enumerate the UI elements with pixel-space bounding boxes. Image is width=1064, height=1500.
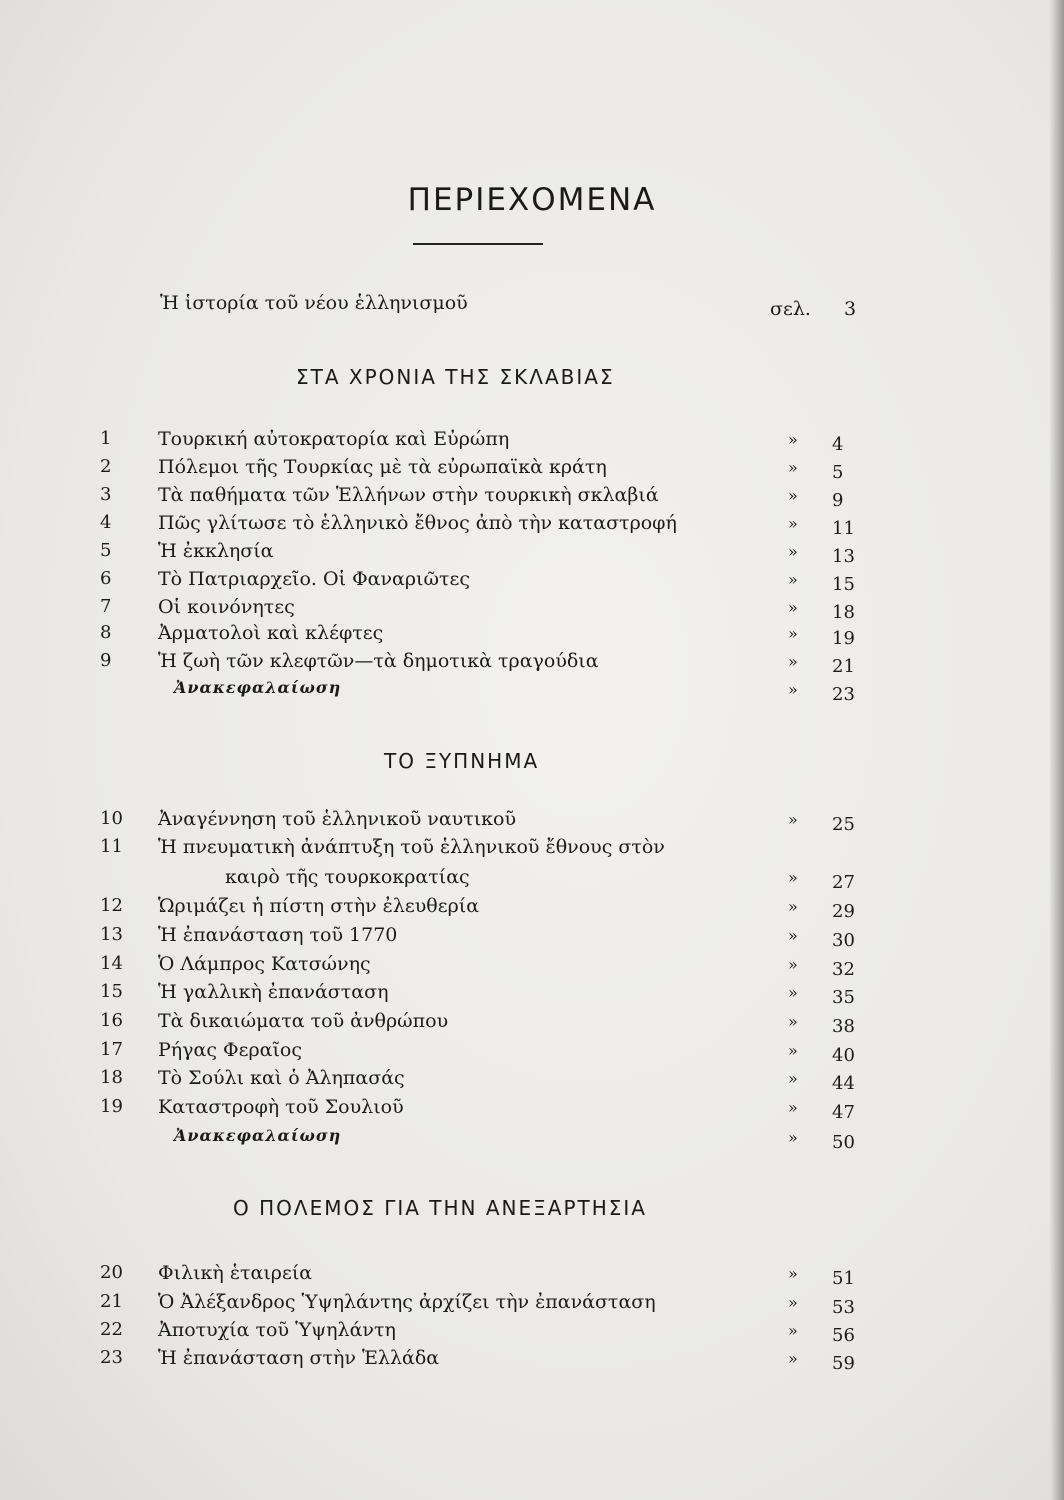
entry-title: Τὸ Σούλι καὶ ὁ Ἀληπασάς xyxy=(158,1067,405,1089)
ditto-mark: » xyxy=(788,1321,798,1340)
toc-entry-continuation xyxy=(100,866,860,894)
intro-page: 3 xyxy=(844,298,857,320)
entry-number: 3 xyxy=(100,484,112,505)
entry-title: Ἀναγέννηση τοῦ ἑλληνικοῦ ναυτικοῦ xyxy=(158,808,517,830)
ditto-mark: » xyxy=(788,570,798,589)
entry-page: 56 xyxy=(832,1325,855,1346)
ditto-mark: » xyxy=(788,680,798,699)
entry-title: Ὡριμάζει ἡ πίστη στὴν ἐλευθερία xyxy=(158,895,480,917)
entry-title: Ἡ ἐπανάσταση στὴν Ἑλλάδα xyxy=(158,1347,440,1369)
toc-entry xyxy=(100,512,860,540)
toc-entry xyxy=(100,1010,860,1038)
entry-title: καιρὸ τῆς τουρκοκρατίας xyxy=(225,866,470,888)
entry-page: 21 xyxy=(832,656,855,677)
ditto-mark: » xyxy=(788,1069,798,1088)
entry-title: Ἡ ζωὴ τῶν κλεφτῶν—τὰ δημοτικὰ τραγούδια xyxy=(158,650,599,672)
toc-entry xyxy=(100,924,860,952)
section-heading: Ο ΠΟΛΕΜΟΣ ΓΙΑ ΤΗΝ ΑΝΕΞΑΡΤΗΣΙΑ xyxy=(233,1196,647,1220)
entry-title: Ἀνακεφαλαίωση xyxy=(174,678,342,697)
entry-page: 29 xyxy=(832,901,855,922)
toc-entry xyxy=(100,456,860,484)
ditto-mark: » xyxy=(788,1264,798,1283)
toc-entry xyxy=(100,568,860,596)
title-divider xyxy=(413,243,543,245)
entry-title: Τὸ Πατριαρχεῖο. Οἱ Φαναριῶτες xyxy=(158,568,470,590)
ditto-mark: » xyxy=(788,1293,798,1312)
entry-page: 9 xyxy=(832,490,844,511)
ditto-mark: » xyxy=(788,652,798,671)
ditto-mark: » xyxy=(788,542,798,561)
entry-number: 7 xyxy=(100,596,112,617)
entry-page: 35 xyxy=(832,987,855,1008)
entry-number: 14 xyxy=(100,953,123,974)
ditto-mark: » xyxy=(788,955,798,974)
ditto-mark: » xyxy=(788,486,798,505)
entry-title: Ὁ Ἀλέξανδρος Ὑψηλάντης ἀρχίζει τὴν ἐπανάσταση xyxy=(158,1291,656,1313)
ditto-mark: » xyxy=(788,868,798,887)
entry-title: Ρήγας Φεραῖος xyxy=(158,1039,302,1061)
entry-title: Ἡ γαλλικὴ ἐπανάσταση xyxy=(158,981,389,1003)
entry-title: Ἡ ἐπανάσταση τοῦ 1770 xyxy=(158,924,398,946)
page-title: ΠΕΡΙΕΧΟΜΕΝΑ xyxy=(407,182,657,218)
ditto-mark: » xyxy=(788,983,798,1002)
entry-page: 40 xyxy=(832,1045,855,1066)
entry-number: 9 xyxy=(100,650,112,671)
entry-number: 5 xyxy=(100,540,112,561)
ditto-mark: » xyxy=(788,514,798,533)
toc-entry xyxy=(100,836,860,864)
entry-page: 50 xyxy=(832,1132,855,1153)
entry-title: Πῶς γλίτωσε τὸ ἑλληνικὸ ἔθνος ἀπὸ τὴν καταστροφή xyxy=(158,512,677,534)
entry-number: 15 xyxy=(100,981,123,1002)
entry-page: 30 xyxy=(832,930,855,951)
entry-number: 13 xyxy=(100,924,123,945)
ditto-mark: » xyxy=(788,926,798,945)
entry-number: 8 xyxy=(100,622,112,643)
ditto-mark: » xyxy=(788,624,798,643)
entry-page: 51 xyxy=(832,1268,855,1289)
entry-page: 5 xyxy=(832,462,844,483)
ditto-mark: » xyxy=(788,897,798,916)
ditto-mark: » xyxy=(788,1128,798,1147)
entry-page: 53 xyxy=(832,1297,855,1318)
entry-title: Φιλικὴ ἑταιρεία xyxy=(158,1262,313,1284)
entry-number: 12 xyxy=(100,895,123,916)
entry-number: 20 xyxy=(100,1262,123,1283)
ditto-mark: » xyxy=(788,430,798,449)
toc-entry xyxy=(100,953,860,981)
entry-number: 6 xyxy=(100,568,112,589)
toc-entry xyxy=(100,484,860,512)
entry-title: Οἱ κοινόνητες xyxy=(158,596,295,618)
ditto-mark: » xyxy=(788,1041,798,1060)
toc-entry xyxy=(100,981,860,1009)
entry-page: 19 xyxy=(832,628,855,649)
entry-page: 11 xyxy=(832,518,855,539)
toc-entry xyxy=(100,895,860,923)
entry-page: 18 xyxy=(832,602,855,623)
entry-number: 17 xyxy=(100,1039,123,1060)
entry-number: 18 xyxy=(100,1067,123,1088)
intro-sel-label: σελ. xyxy=(770,298,811,320)
toc-entry xyxy=(100,1319,860,1347)
entry-title: Ἀνακεφαλαίωση xyxy=(174,1126,342,1145)
toc-entry xyxy=(100,540,860,568)
entry-number: 2 xyxy=(100,456,112,477)
entry-title: Τουρκική αὐτοκρατορία καὶ Εὐρώπη xyxy=(158,428,510,450)
entry-page: 13 xyxy=(832,546,855,567)
entry-number: 1 xyxy=(100,428,112,449)
entry-page: 47 xyxy=(832,1102,855,1123)
entry-number: 11 xyxy=(100,836,123,857)
entry-page: 4 xyxy=(832,434,844,455)
entry-title: Πόλεμοι τῆς Τουρκίας μὲ τὰ εὐρωπαϊκὰ κράτη xyxy=(158,456,607,478)
entry-page: 44 xyxy=(832,1073,855,1094)
entry-title: Τὰ παθήματα τῶν Ἑλλήνων στὴν τουρκικὴ σκλαβιά xyxy=(158,484,659,506)
intro-entry xyxy=(160,292,860,322)
entry-title: Ἡ ἐκκλησία xyxy=(158,540,274,562)
entry-title: Ἀποτυχία τοῦ Ὑψηλάντη xyxy=(158,1319,396,1341)
entry-number: 16 xyxy=(100,1010,123,1031)
toc-entry xyxy=(100,1039,860,1067)
toc-entry xyxy=(100,1291,860,1319)
entry-number: 21 xyxy=(100,1291,123,1312)
entry-number: 19 xyxy=(100,1096,123,1117)
entry-page: 32 xyxy=(832,959,855,980)
entry-page: 27 xyxy=(832,872,855,893)
section-heading: ΤΟ ΞΥΠΝΗΜΑ xyxy=(384,749,540,773)
toc-entry xyxy=(100,596,860,624)
entry-page: 25 xyxy=(832,814,855,835)
entry-title: Τὰ δικαιώματα τοῦ ἀνθρώπου xyxy=(158,1010,449,1032)
ditto-mark: » xyxy=(788,1098,798,1117)
ditto-mark: » xyxy=(788,598,798,617)
entry-title: Ὁ Λάμπρος Κατσώνης xyxy=(158,953,371,975)
page-edge xyxy=(1050,0,1064,1500)
entry-page: 15 xyxy=(832,574,855,595)
toc-entry xyxy=(100,1347,860,1375)
entry-number: 23 xyxy=(100,1347,123,1368)
toc-entry xyxy=(100,428,860,456)
entry-title: Καταστροφὴ τοῦ Σουλιοῦ xyxy=(158,1096,404,1118)
toc-entry xyxy=(100,1096,860,1124)
intro-text: Ἡ ἱστορία τοῦ νέου ἑλληνισμοῦ xyxy=(160,292,468,314)
toc-entry xyxy=(100,808,860,836)
section-heading: ΣΤΑ ΧΡΟΝΙΑ ΤΗΣ ΣΚΛΑΒΙΑΣ xyxy=(296,365,615,389)
ditto-mark: » xyxy=(788,458,798,477)
ditto-mark: » xyxy=(788,810,798,829)
entry-page: 59 xyxy=(832,1353,855,1374)
toc-entry-recap xyxy=(100,678,860,706)
entry-page: 23 xyxy=(832,684,855,705)
toc-entry-recap xyxy=(100,1126,860,1154)
toc-entry xyxy=(100,622,860,650)
toc-entry xyxy=(100,650,860,678)
entry-page: 38 xyxy=(832,1016,855,1037)
toc-entry xyxy=(100,1067,860,1095)
entry-title: Ἡ πνευματικὴ ἀνάπτυξη τοῦ ἑλληνικοῦ ἔθνους στὸν xyxy=(158,836,665,858)
entry-number: 22 xyxy=(100,1319,123,1340)
entry-number: 10 xyxy=(100,808,123,829)
entry-title: Ἀρματολοὶ καὶ κλέφτες xyxy=(158,622,384,644)
ditto-mark: » xyxy=(788,1349,798,1368)
toc-entry xyxy=(100,1262,860,1290)
ditto-mark: » xyxy=(788,1012,798,1031)
entry-number: 4 xyxy=(100,512,112,533)
